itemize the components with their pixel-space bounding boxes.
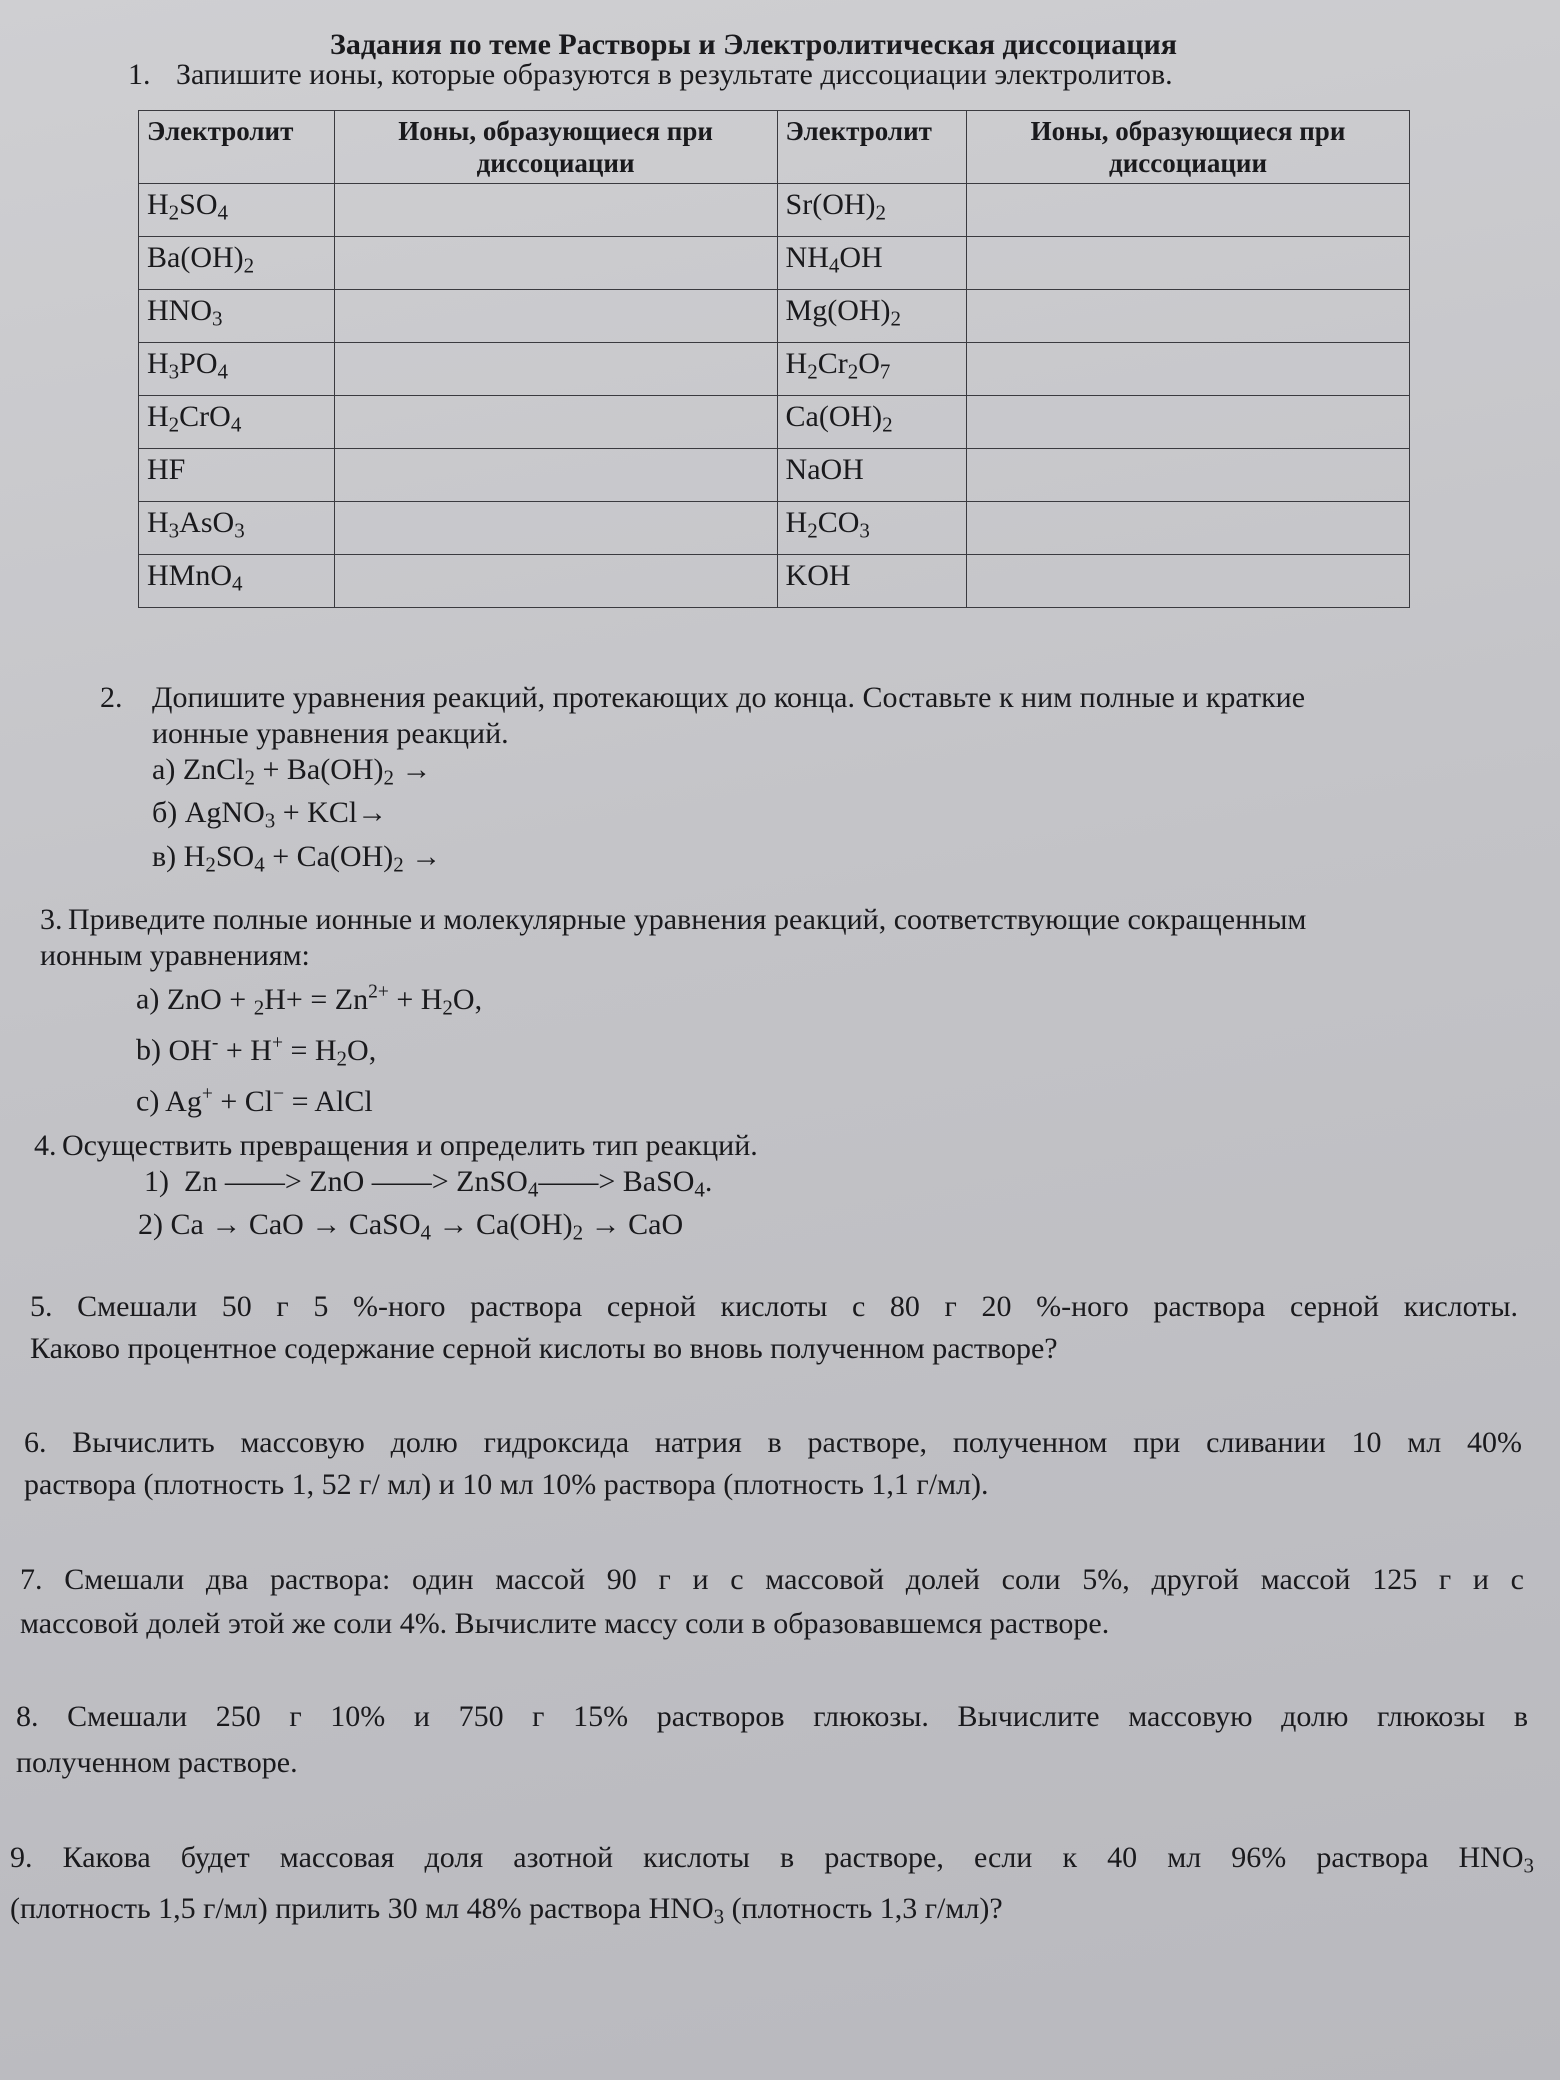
- eq-sub: 2: [336, 1045, 348, 1070]
- ions-answer-cell[interactable]: [967, 184, 1410, 237]
- equation: [183, 839, 442, 876]
- task-5: [30, 1286, 1518, 1370]
- equation: [184, 796, 388, 833]
- task-1-text: Запишите ионы, которые образуются в результате диссоциации электролитов.: [176, 58, 1173, 91]
- item-label: а): [152, 753, 176, 786]
- task-4: [34, 1128, 1504, 1251]
- task-6-line2: раствора (плотность 1, 52 г/ мл) и 10 мл 10% раствора (плотность 1,1 г/мл).: [24, 1468, 989, 1501]
- formula-part: O: [858, 347, 880, 380]
- formula-subscript: 4: [828, 253, 840, 278]
- item-label: a): [136, 982, 160, 1016]
- header-ions-left: Ионы, образующиеся при диссоциации: [334, 111, 777, 184]
- equation: [165, 1082, 373, 1118]
- eq-part: Ag: [165, 1084, 202, 1118]
- task-2-item-c: [100, 839, 1440, 882]
- ions-answer-cell[interactable]: [334, 449, 777, 502]
- eq-sub: 4: [420, 1220, 431, 1245]
- formula-subscript: 3: [168, 518, 180, 543]
- table-row: [139, 184, 1410, 237]
- formula-subscript: 4: [230, 412, 242, 437]
- equation: [168, 1031, 377, 1070]
- ions-answer-cell[interactable]: [967, 290, 1410, 343]
- task-8: [16, 1694, 1528, 1786]
- eq-part: OH: [168, 1033, 212, 1067]
- formula-part: H: [147, 400, 169, 433]
- item-label: b): [136, 1033, 161, 1067]
- eq-part: → Ca(OH): [431, 1208, 573, 1242]
- electrolyte-formula: [777, 502, 967, 555]
- formula-part: H: [147, 188, 169, 221]
- table-row: [139, 343, 1410, 396]
- formula-subscript: 3: [234, 518, 245, 543]
- electrolyte-formula: [777, 555, 967, 608]
- formula-subscript: 2: [168, 200, 180, 225]
- formula-part: KOH: [785, 559, 851, 592]
- task-4-chain-2: [34, 1207, 1504, 1250]
- eq-part: + Cl: [212, 1084, 274, 1118]
- equation: [184, 1165, 713, 1202]
- eq-part: SO: [215, 839, 255, 873]
- task-3-text-line1: Приведите полные ионные и молекулярные уравнения реакций, соответствующие сокращенным: [68, 903, 1307, 936]
- eq-part: + H: [388, 982, 443, 1016]
- task-9-line2-end: (плотность 1,3 г/мл)?: [724, 1892, 1003, 1926]
- table-row: [139, 237, 1410, 290]
- eq-sub: 2: [442, 994, 453, 1019]
- ions-answer-cell[interactable]: [967, 449, 1410, 502]
- ions-answer-cell[interactable]: [967, 237, 1410, 290]
- formula-subscript: 2: [807, 518, 818, 543]
- electrolyte-formula: [139, 555, 335, 608]
- task-8-line1: 8. Смешали 250 г 10% и 750 г 15% растворов глюкозы. Вычислите массовую долю глюкозы в: [16, 1700, 1528, 1733]
- electrolyte-formula: [777, 184, 967, 237]
- formula-subscript: 3: [168, 359, 180, 384]
- eq-sub: 4: [254, 851, 265, 876]
- formula-subscript: 3: [212, 306, 223, 331]
- equation: [170, 1208, 684, 1245]
- eq-part: H+ = Zn: [264, 982, 369, 1016]
- task-7-line2: массовой долей этой же соли 4%. Вычислите массу соли в образовавшемся растворе.: [20, 1607, 1110, 1640]
- eq-part: ——> BaSO: [538, 1165, 695, 1198]
- eq-part: .: [704, 1165, 713, 1198]
- task-2-item-b: [100, 795, 1440, 838]
- eq-sup: −: [273, 1082, 285, 1104]
- task-3-item-b: [40, 1025, 1510, 1076]
- task-2: [100, 680, 1440, 882]
- eq-part: = AlCl: [284, 1084, 373, 1118]
- eq-sub: 2: [572, 1220, 584, 1245]
- eq-sub: 4: [694, 1177, 705, 1202]
- task-1-number: 1.: [128, 58, 151, 91]
- task-5-line1: 5. Смешали 50 г 5 %-ного раствора серной кислоты с 80 г 20 %-ного раствора серной кислоты.: [30, 1290, 1518, 1323]
- formula-subscript: 2: [882, 412, 893, 437]
- formula-subscript: 7: [879, 359, 891, 384]
- item-label: 1): [144, 1165, 169, 1198]
- electrolyte-ions-table: [138, 110, 1410, 608]
- eq-part: ZnCl: [182, 753, 245, 786]
- formula-part: H: [785, 506, 808, 539]
- task-6-line1: 6. Вычислить массовую долю гидроксида натрия в растворе, полученном при сливании 10 мл 40%: [24, 1426, 1522, 1459]
- electrolyte-formula: [139, 396, 335, 449]
- eq-part: + Ba(OH): [254, 753, 384, 786]
- eq-part: → CaO: [583, 1208, 684, 1242]
- ions-answer-cell[interactable]: [334, 237, 777, 290]
- eq-sub: 3: [1523, 1853, 1534, 1878]
- task-3: [40, 902, 1510, 1120]
- electrolyte-formula: [777, 343, 967, 396]
- eq-part: H: [183, 839, 206, 873]
- electrolyte-formula: [139, 290, 335, 343]
- electrolyte-formula: [777, 396, 967, 449]
- table-row: [139, 555, 1410, 608]
- ions-answer-cell[interactable]: [334, 184, 777, 237]
- formula-part: AsO: [179, 506, 235, 539]
- task-8-line2: полученном растворе.: [16, 1746, 298, 1779]
- formula-part: Cr: [817, 347, 848, 380]
- task-9-line1: [10, 1836, 1534, 1887]
- item-label: 2): [138, 1208, 163, 1242]
- formula-part: H: [147, 347, 169, 380]
- formula-subscript: 2: [168, 412, 180, 437]
- header-electrolyte-left: Электролит: [139, 111, 335, 184]
- table-row: [139, 502, 1410, 555]
- table-row: [139, 449, 1410, 502]
- formula-subscript: 4: [232, 571, 243, 596]
- formula-subscript: 4: [217, 359, 229, 384]
- electrolyte-formula: [139, 343, 335, 396]
- item-label: в): [152, 839, 177, 873]
- formula-subscript: 2: [875, 200, 887, 225]
- ions-answer-cell[interactable]: [967, 343, 1410, 396]
- electrolyte-formula: [777, 449, 967, 502]
- eq-part: O,: [347, 1033, 377, 1067]
- eq-sup: 2+: [368, 981, 389, 1002]
- task-4-chain-1: [34, 1164, 1504, 1207]
- formula-subscript: 2: [807, 359, 818, 384]
- eq-sup: -: [211, 1031, 219, 1053]
- electrolyte-formula: [139, 449, 335, 502]
- page-title: Задания по теме Растворы и Электролитическая диссоциация: [330, 28, 1178, 61]
- electrolyte-formula: [777, 237, 967, 290]
- eq-sub: 2: [383, 765, 395, 790]
- eq-part: O,: [452, 982, 483, 1016]
- eq-sub: 2: [244, 765, 255, 790]
- table-row: [139, 396, 1410, 449]
- task-7: [20, 1558, 1524, 1646]
- eq-sub: 3: [713, 1904, 725, 1929]
- task-1-prompt: [128, 58, 1173, 92]
- item-label: c): [136, 1084, 160, 1118]
- header-ions-right: Ионы, образующиеся при диссоциации: [967, 111, 1410, 184]
- task-3-text-line2: ионным уравнениям:: [40, 939, 310, 972]
- task-3-item-a: [40, 974, 1510, 1025]
- formula-part: PO: [179, 347, 218, 380]
- ions-answer-cell[interactable]: [334, 502, 777, 555]
- eq-sup: +: [271, 1031, 283, 1053]
- eq-part: + Ca(OH): [264, 839, 394, 873]
- task-3-item-c: [40, 1076, 1510, 1120]
- formula-part: HF: [147, 453, 186, 486]
- eq-part: = H: [282, 1033, 337, 1067]
- formula-part: NH: [785, 241, 829, 274]
- ions-answer-cell[interactable]: [334, 290, 777, 343]
- formula-part: Sr(OH): [785, 188, 876, 221]
- eq-sub: 2: [393, 851, 404, 876]
- eq-sub: 4: [527, 1177, 539, 1202]
- ions-answer-cell[interactable]: [334, 396, 777, 449]
- table-row: [139, 290, 1410, 343]
- eq-part: Zn ——> ZnO ——> ZnSO: [184, 1165, 528, 1198]
- formula-part: SO: [179, 188, 218, 221]
- task-2-text-line1: Допишите уравнения реакций, протекающих до конца. Составьте к ним полные и краткие: [152, 681, 1306, 714]
- equation: [166, 981, 483, 1019]
- eq-sub: 2: [253, 994, 265, 1019]
- table-header-row: [139, 111, 1410, 184]
- header-electrolyte-right: Электролит: [777, 111, 967, 184]
- formula-subscript: 2: [890, 306, 902, 331]
- task-4-number: 4.: [34, 1129, 57, 1162]
- formula-subscript: 3: [859, 518, 870, 543]
- formula-subscript: 4: [217, 200, 229, 225]
- task-2-number: 2.: [100, 681, 123, 714]
- formula-part: H: [147, 506, 169, 539]
- electrolyte-formula: [139, 237, 335, 290]
- ions-answer-cell[interactable]: [967, 502, 1410, 555]
- electrolyte-formula: [139, 184, 335, 237]
- task-6: [24, 1422, 1522, 1506]
- ions-answer-cell[interactable]: [334, 555, 777, 608]
- task-2-item-a: [100, 752, 1440, 795]
- eq-sup: +: [201, 1082, 213, 1104]
- eq-part: →: [394, 753, 432, 786]
- formula-part: CO: [817, 506, 860, 539]
- task-9-line2: [10, 1887, 1534, 1938]
- formula-part: Ca(OH): [785, 400, 883, 433]
- eq-part: Ca → CaO → CaSO: [170, 1208, 421, 1242]
- task-3-number: 3.: [40, 903, 63, 936]
- formula-subscript: 2: [243, 253, 255, 278]
- eq-sub: 3: [264, 808, 276, 833]
- eq-part: AgNO: [184, 796, 265, 830]
- ions-answer-cell[interactable]: [967, 555, 1410, 608]
- task-2-text-line2: ионные уравнения реакций.: [152, 717, 509, 750]
- task-9-line2-text: (плотность 1,5 г/мл) прилить 30 мл 48% раствора HNO: [10, 1892, 714, 1926]
- formula-part: Ba(OH): [147, 241, 244, 274]
- task-7-line1: 7. Смешали два раствора: один массой 90 г и с массовой долей соли 5%, другой массой 125 г и с: [20, 1563, 1524, 1596]
- electrolyte-formula: [139, 502, 335, 555]
- task-5-line2: Каково процентное содержание серной кислоты во вновь полученном растворе?: [30, 1332, 1058, 1365]
- eq-part: →: [403, 839, 442, 873]
- ions-answer-cell[interactable]: [334, 343, 777, 396]
- formula-part: H: [785, 347, 808, 380]
- eq-part: ZnO +: [166, 982, 254, 1016]
- ions-answer-cell[interactable]: [967, 396, 1410, 449]
- task-9: [10, 1836, 1534, 1939]
- equation: [182, 753, 432, 790]
- item-label: б): [152, 796, 178, 830]
- task-4-text: Осуществить превращения и определить тип реакций.: [62, 1129, 758, 1162]
- formula-part: NaOH: [785, 453, 864, 486]
- task-9-line1-text: 9. Какова будет массовая доля азотной кислоты в растворе, если к 40 мл 96% раствора HNO: [10, 1841, 1524, 1874]
- electrolyte-formula: [777, 290, 967, 343]
- eq-part: + H: [218, 1033, 272, 1067]
- formula-part: OH: [839, 241, 883, 274]
- formula-subscript: 2: [847, 359, 859, 384]
- formula-part: HMnO: [147, 559, 233, 592]
- formula-part: HNO: [147, 294, 212, 327]
- eq-part: + KCl→: [275, 796, 388, 830]
- formula-part: CrO: [179, 400, 231, 433]
- formula-part: Mg(OH): [785, 294, 891, 327]
- eq-sub: 2: [205, 851, 216, 876]
